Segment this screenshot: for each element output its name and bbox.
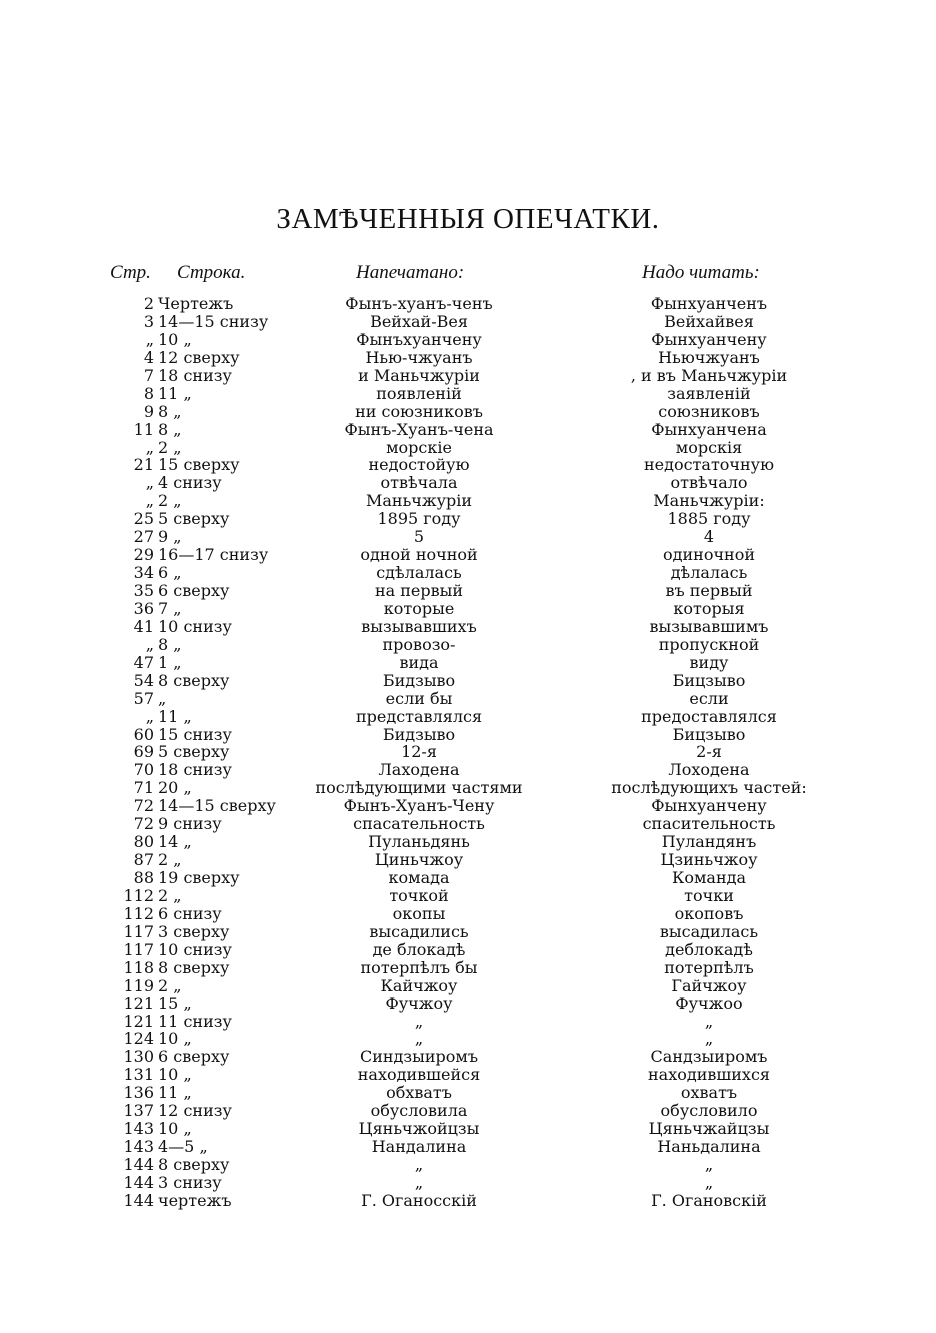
corrected-text: „	[704, 1155, 714, 1174]
corrected-text: недостаточную	[643, 455, 775, 475]
page-number: 131	[123, 1065, 154, 1085]
printed-text: Фынъ-Хуанъ-Чену	[343, 796, 495, 816]
printed-text: Кайчжоу	[380, 975, 458, 995]
printed-text: вызывавшихъ	[361, 616, 477, 636]
corrected-text: Бицзыво	[672, 724, 746, 744]
line-ref: 15 снизу	[158, 724, 232, 744]
errata-row	[0, 349, 936, 367]
errata-row	[0, 421, 936, 439]
header-read: Надо читать:	[642, 262, 760, 283]
corrected-text: „	[704, 1011, 714, 1031]
page-number: 34	[133, 563, 154, 583]
corrected-text: Фынхуанчена	[651, 419, 767, 439]
line-ref: 9 снизу	[158, 814, 222, 834]
line-ref: 7 „	[158, 598, 182, 618]
printed-text: обхватъ	[386, 1083, 452, 1103]
errata-row	[0, 1138, 936, 1156]
corrected-text: окоповъ	[674, 903, 744, 923]
printed-text: Маньчжуріи	[365, 491, 473, 511]
line-ref: 18 снизу	[158, 365, 232, 385]
line-ref: 4—5 „	[158, 1137, 208, 1157]
line-ref: 10 „	[158, 1119, 192, 1139]
page-number: „	[145, 329, 154, 349]
corrected-text: вызывавшимъ	[649, 616, 769, 636]
errata-row	[0, 295, 936, 313]
errata-row	[0, 869, 936, 887]
corrected-text: дѣлалась	[670, 563, 748, 583]
line-ref: 11 „	[158, 383, 192, 403]
page-number: 112	[123, 885, 154, 905]
corrected-text: 1885 году	[667, 509, 751, 529]
corrected-text: Маньчжуріи:	[653, 491, 765, 511]
errata-row	[0, 726, 936, 744]
page-title: ЗАМѢЧЕННЫЯ ОПЕЧАТКИ.	[276, 203, 660, 235]
printed-text: Бидзыво	[382, 724, 456, 744]
page-number: „	[145, 491, 154, 511]
errata-row	[0, 1120, 936, 1138]
page-number: 57	[133, 688, 154, 708]
printed-text: обусловила	[370, 1101, 468, 1121]
line-ref: „	[158, 688, 167, 708]
corrected-text: находившихся	[648, 1065, 770, 1085]
line-ref: 14 „	[158, 832, 192, 852]
printed-text: „	[414, 1011, 424, 1031]
errata-row	[0, 510, 936, 528]
corrected-text: Г. Огановскій	[651, 1190, 767, 1210]
printed-text: Фучжоу	[385, 993, 453, 1013]
errata-row	[0, 403, 936, 421]
line-ref: 12 сверху	[158, 347, 240, 367]
printed-text: Вейхай-Вея	[370, 311, 468, 331]
errata-row	[0, 456, 936, 474]
corrected-text: Фучжоо	[675, 993, 743, 1013]
printed-text: Синдзыиромъ	[359, 1047, 479, 1067]
corrected-text: потерпѣлъ	[664, 957, 754, 977]
page-number: 72	[133, 796, 154, 816]
line-ref: 11 „	[158, 706, 192, 726]
line-ref: 8 сверху	[158, 957, 230, 977]
printed-text: Фынъ-хуанъ-ченъ	[345, 294, 493, 313]
printed-text: провозо-	[382, 634, 456, 654]
corrected-text: Лоходена	[668, 760, 750, 780]
line-ref: 2 „	[158, 885, 182, 905]
line-ref: 3 сверху	[158, 921, 230, 941]
errata-row	[0, 851, 936, 869]
header-line: Строка.	[177, 262, 246, 283]
errata-row	[0, 1030, 936, 1048]
errata-row	[0, 1066, 936, 1084]
errata-row	[0, 815, 936, 833]
printed-text: и Маньчжуріи	[358, 365, 480, 385]
page-number: 124	[123, 1029, 154, 1049]
page-number: 144	[123, 1190, 154, 1210]
line-ref: 3 снизу	[158, 1172, 222, 1192]
corrected-text: высадилась	[659, 921, 759, 941]
printed-text: окопы	[392, 903, 446, 923]
corrected-text: Фынхуанчену	[651, 796, 767, 816]
line-ref: 6 снизу	[158, 903, 222, 923]
corrected-text: Пуландянъ	[661, 832, 757, 852]
corrected-text: Фынхуанчену	[651, 329, 767, 349]
errata-row	[0, 923, 936, 941]
page-number: 60	[133, 724, 154, 744]
page-number: 25	[133, 509, 154, 529]
corrected-text: послѣдующихъ частей:	[611, 778, 807, 798]
printed-text: Пуланьдянь	[368, 832, 470, 852]
errata-row	[0, 1174, 936, 1192]
corrected-text: Цзиньчжоу	[660, 850, 758, 870]
line-ref: 8 сверху	[158, 1155, 230, 1174]
errata-row	[0, 313, 936, 331]
line-ref: 10 „	[158, 1065, 192, 1085]
line-ref: 2 „	[158, 491, 182, 511]
printed-text: 5	[413, 527, 425, 547]
page-number: 4	[143, 347, 154, 367]
corrected-text: пропускной	[658, 634, 760, 654]
page-number: 119	[123, 975, 154, 995]
page-number: 144	[123, 1172, 154, 1192]
corrected-text: которыя	[673, 598, 745, 618]
line-ref: Чертежъ	[158, 294, 234, 313]
errata-row	[0, 977, 936, 995]
errata-row	[0, 941, 936, 959]
header-printed: Напечатано:	[356, 262, 465, 283]
printed-text: Фынъ-Хуанъ-чена	[344, 419, 494, 439]
corrected-text: морскія	[675, 437, 743, 457]
printed-text: Г. Оганосскій	[361, 1190, 477, 1210]
printed-text: потерпѣлъ бы	[360, 957, 478, 977]
errata-row	[0, 439, 936, 457]
errata-row	[0, 367, 936, 385]
errata-row	[0, 1084, 936, 1102]
errata-row	[0, 654, 936, 672]
page-number: 41	[133, 616, 154, 636]
printed-text: если бы	[385, 688, 453, 708]
corrected-text: охватъ	[680, 1083, 738, 1103]
line-ref: 11 снизу	[158, 1011, 232, 1031]
corrected-text: одиночной	[663, 545, 755, 565]
errata-row	[0, 600, 936, 618]
page-number: 54	[133, 670, 154, 690]
printed-text: на первый	[374, 581, 464, 600]
errata-row	[0, 761, 936, 779]
printed-text: одной ночной	[360, 545, 478, 565]
errata-row	[0, 582, 936, 600]
line-ref: 9 „	[158, 527, 182, 547]
page-number: 80	[133, 832, 154, 852]
page-number: 35	[133, 581, 154, 600]
errata-row	[0, 618, 936, 636]
line-ref: 18 снизу	[158, 760, 232, 780]
printed-text: Фынъхуанчену	[356, 329, 482, 349]
corrected-text: виду	[689, 652, 729, 672]
page-number: 27	[133, 527, 154, 547]
corrected-text: въ первый	[665, 581, 753, 600]
errata-row	[0, 959, 936, 977]
printed-text: комада	[388, 868, 450, 887]
corrected-text: Цяньчжайцзы	[648, 1119, 770, 1139]
line-ref: 14—15 снизу	[158, 311, 269, 331]
page-number: 117	[123, 921, 154, 941]
page-number: „	[145, 706, 154, 726]
corrected-text: союзниковъ	[658, 401, 760, 421]
errata-row	[0, 1102, 936, 1120]
printed-text: „	[414, 1172, 424, 1192]
printed-text: представлялся	[355, 706, 483, 726]
page-number: „	[145, 473, 154, 493]
line-ref: 2 „	[158, 850, 182, 870]
printed-text: вида	[399, 652, 439, 672]
page-number: 136	[123, 1083, 154, 1103]
corrected-text: отвѣчало	[670, 473, 748, 493]
errata-row	[0, 690, 936, 708]
corrected-text: 2-я	[696, 742, 722, 762]
corrected-text: Бицзыво	[672, 670, 746, 690]
page-number: 130	[123, 1047, 154, 1067]
errata-row	[0, 708, 936, 726]
errata-row	[0, 1156, 936, 1174]
errata-row	[0, 1048, 936, 1066]
corrected-text: Ньючжуанъ	[658, 347, 760, 367]
page-number: 69	[133, 742, 154, 762]
corrected-text: „	[704, 1029, 714, 1049]
page-number: 117	[123, 939, 154, 959]
corrected-text: заявленій	[667, 383, 751, 403]
printed-text: морскіе	[386, 437, 452, 457]
line-ref: 5 сверху	[158, 742, 230, 762]
page-number: 112	[123, 903, 154, 923]
printed-text: 12-я	[401, 742, 437, 762]
printed-text: ни союзниковъ	[355, 401, 483, 421]
page-number: 87	[133, 850, 154, 870]
corrected-text: спасительность	[642, 814, 776, 834]
errata-row	[0, 672, 936, 690]
printed-text: высадились	[369, 921, 469, 941]
errata-row	[0, 1013, 936, 1031]
line-ref: 8 сверху	[158, 670, 230, 690]
line-ref: 8 „	[158, 634, 182, 654]
errata-row	[0, 636, 936, 654]
printed-text: которые	[383, 598, 455, 618]
corrected-text: Команда	[671, 868, 747, 887]
corrected-text: точки	[684, 885, 734, 905]
printed-text: 1895 году	[377, 509, 461, 529]
printed-text: появленій	[376, 383, 462, 403]
corrected-text: предоставлялся	[641, 706, 777, 726]
corrected-text: Вейхайвея	[664, 311, 754, 331]
page-number: 137	[123, 1101, 154, 1121]
page-number: 7	[143, 365, 154, 385]
line-ref: 4 снизу	[158, 473, 222, 493]
line-ref: 10 „	[158, 329, 192, 349]
page-number: 21	[133, 455, 154, 475]
page-number: 36	[133, 598, 154, 618]
printed-text: точкой	[389, 885, 449, 905]
line-ref: 6 сверху	[158, 1047, 230, 1067]
errata-row	[0, 797, 936, 815]
printed-text: Цяньчжойцзы	[358, 1119, 480, 1139]
line-ref: 6 сверху	[158, 581, 230, 600]
printed-text: спасательность	[353, 814, 485, 834]
line-ref: 10 снизу	[158, 939, 232, 959]
printed-text: „	[414, 1155, 424, 1174]
printed-text: Бидзыво	[382, 670, 456, 690]
corrected-text: , и въ Маньчжуріи	[630, 365, 788, 385]
line-ref: 8 „	[158, 419, 182, 439]
errata-row	[0, 546, 936, 564]
errata-row	[0, 833, 936, 851]
errata-row	[0, 492, 936, 510]
line-ref: 1 „	[158, 652, 182, 672]
line-ref: 12 снизу	[158, 1101, 232, 1121]
errata-row	[0, 564, 936, 582]
page-number: 11	[133, 419, 154, 439]
page-number: 8	[143, 383, 154, 403]
errata-row	[0, 779, 936, 797]
line-ref: чертежъ	[158, 1190, 232, 1210]
page-number: 47	[133, 652, 154, 672]
printed-text: Лаходена	[378, 760, 460, 780]
page-number: 143	[123, 1119, 154, 1139]
line-ref: 10 „	[158, 1029, 192, 1049]
printed-text: „	[414, 1029, 424, 1049]
corrected-text: деблокадѣ	[665, 939, 753, 959]
printed-text: находившейся	[357, 1065, 481, 1085]
errata-row	[0, 995, 936, 1013]
errata-table	[0, 295, 936, 1210]
line-ref: 11 „	[158, 1083, 192, 1103]
errata-row	[0, 887, 936, 905]
corrected-text: Сандзыиромъ	[650, 1047, 768, 1067]
page-number: 70	[133, 760, 154, 780]
page-number: 88	[133, 868, 154, 887]
line-ref: 16—17 снизу	[158, 545, 269, 565]
page-number: 29	[133, 545, 154, 565]
line-ref: 14—15 сверху	[158, 796, 276, 816]
page-number: 3	[143, 311, 154, 331]
errata-row	[0, 905, 936, 923]
page-number: 9	[143, 401, 154, 421]
printed-text: Нью-чжуанъ	[365, 347, 473, 367]
corrected-text: если	[689, 688, 729, 708]
errata-row	[0, 474, 936, 492]
printed-text: отвѣчала	[380, 473, 458, 493]
line-ref: 19 сверху	[158, 868, 240, 887]
header-page: Стр.	[110, 262, 151, 283]
errata-row	[0, 743, 936, 761]
errata-row	[0, 331, 936, 349]
page-number: 118	[123, 957, 154, 977]
page-number: 144	[123, 1155, 154, 1174]
line-ref: 15 сверху	[158, 455, 240, 475]
page-number: 71	[133, 778, 154, 798]
printed-text: послѣдующими частями	[315, 778, 523, 798]
printed-text: сдѣлалась	[376, 563, 462, 583]
page-number: 143	[123, 1137, 154, 1157]
errata-row	[0, 1192, 936, 1210]
line-ref: 2 „	[158, 975, 182, 995]
corrected-text: „	[704, 1172, 714, 1192]
page-number: „	[145, 634, 154, 654]
line-ref: 6 „	[158, 563, 182, 583]
line-ref: 10 снизу	[158, 616, 232, 636]
page-number: 2	[143, 294, 154, 313]
errata-row	[0, 385, 936, 403]
printed-text: де блокадѣ	[372, 939, 466, 959]
printed-text: Циньчжоу	[374, 850, 464, 870]
corrected-text: 4	[703, 527, 715, 547]
page-number: „	[145, 437, 154, 457]
corrected-text: обусловило	[660, 1101, 758, 1121]
line-ref: 5 сверху	[158, 509, 230, 529]
line-ref: 15 „	[158, 993, 192, 1013]
page-number: 121	[123, 993, 154, 1013]
printed-text: недостойую	[368, 455, 470, 475]
errata-row	[0, 528, 936, 546]
line-ref: 2 „	[158, 437, 182, 457]
printed-text: Нандалина	[371, 1137, 467, 1157]
corrected-text: Гайчжоу	[671, 975, 747, 995]
corrected-text: Фынхуанченъ	[650, 294, 768, 313]
corrected-text: Наньдалина	[657, 1137, 761, 1157]
page-number: 72	[133, 814, 154, 834]
page-number: 121	[123, 1011, 154, 1031]
line-ref: 20 „	[158, 778, 192, 798]
line-ref: 8 „	[158, 401, 182, 421]
